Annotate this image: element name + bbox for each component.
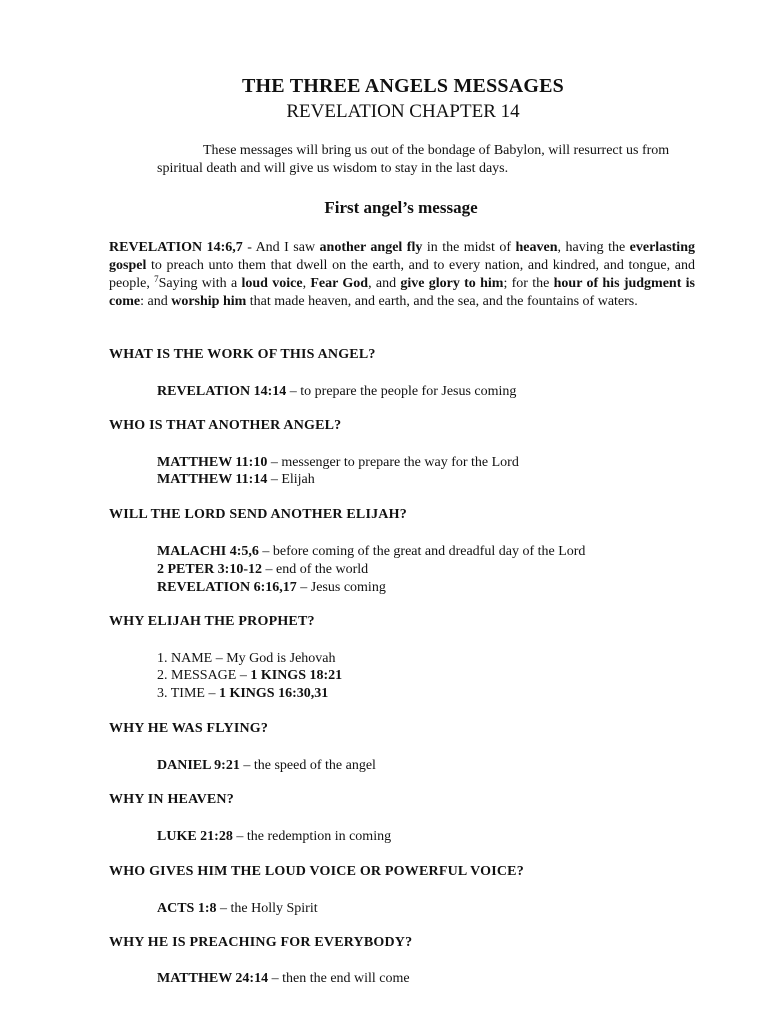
- passage-emphasis: another angel fly: [319, 240, 423, 255]
- answer-text: – Elijah: [267, 472, 315, 487]
- section-title: First angel’s message: [324, 198, 478, 217]
- passage-text: , having the: [557, 240, 630, 255]
- answer-ref: MALACHI 4:5,6: [157, 544, 259, 559]
- passage-emphasis: hour of his judgment is come: [109, 276, 695, 309]
- answer-line: [157, 757, 376, 775]
- passage-ref: REVELATION 14:6,7: [109, 240, 243, 255]
- answer-text: – end of the world: [262, 562, 369, 577]
- answer-line: [157, 579, 386, 597]
- question-heading: WHY HE IS PREACHING FOR EVERYBODY?: [109, 935, 413, 950]
- passage-emphasis: Fear God: [310, 276, 369, 291]
- answer-line: [157, 970, 410, 988]
- passage-emphasis: give glory to him: [400, 276, 504, 291]
- passage-text: ,: [302, 276, 311, 291]
- passage-emphasis: loud voice: [241, 276, 303, 291]
- answer-ref: 1 KINGS 16:30,31: [218, 686, 329, 701]
- answer-text: – the Holly Spirit: [216, 901, 318, 916]
- answer-ref: MATTHEW 24:14: [157, 971, 269, 986]
- passage-text: : and: [140, 294, 172, 309]
- passage-text: ; for the: [503, 276, 554, 291]
- answer-line: [157, 543, 585, 561]
- passage-emphasis: heaven: [515, 240, 558, 255]
- list-item: [157, 685, 328, 703]
- answer-ref: ACTS 1:8: [157, 901, 217, 916]
- passage-text: in the midst of: [422, 240, 516, 255]
- answer-line: [157, 828, 391, 846]
- question-heading: WHY ELIJAH THE PROPHET?: [109, 614, 315, 629]
- list-item-text: 2. MESSAGE –: [157, 668, 251, 683]
- answer-ref: 2 PETER 3:10-12: [157, 562, 262, 577]
- verse-number: 7: [154, 274, 159, 284]
- answer-text: – then the end will come: [268, 971, 410, 986]
- answer-text: – to prepare the people for Jesus coming: [286, 384, 517, 399]
- list-item-text: 3. TIME –: [157, 686, 219, 701]
- answer-ref: MATTHEW 11:14: [157, 472, 268, 487]
- passage-text: to preach unto them that dwell on the earth, and to every nation, and kindred, and tongue, and people,: [109, 258, 695, 291]
- answer-text: – before coming of the great and dreadful day of the Lord: [258, 544, 586, 559]
- answer-ref: 1 KINGS 18:21: [250, 668, 343, 683]
- answer-ref: REVELATION 6:16,17: [157, 580, 297, 595]
- list-item: [157, 650, 336, 668]
- passage-emphasis: everlasting gospel: [109, 240, 695, 273]
- answer-text: – the speed of the angel: [239, 758, 376, 773]
- passage-text: that made heaven, and earth, and the sea, and the fountains of waters.: [246, 294, 638, 309]
- answer-ref: REVELATION 14:14: [157, 384, 287, 399]
- passage-text: , and: [368, 276, 401, 291]
- answer-ref: DANIEL 9:21: [157, 758, 240, 773]
- answer-text: – the redemption in coming: [232, 829, 392, 844]
- document-title: THE THREE ANGELS MESSAGES: [242, 75, 564, 97]
- question-heading: WHO GIVES HIM THE LOUD VOICE OR POWERFUL VOICE?: [109, 864, 524, 879]
- answer-line: [157, 454, 519, 472]
- scripture-passage: [109, 239, 695, 311]
- intro-paragraph: These messages will bring us out of the bondage of Babylon, will resurrect us from spiritual death and will give us wisdom to stay in the last days.: [157, 143, 670, 176]
- question-heading: WHAT IS THE WORK OF THIS ANGEL?: [109, 347, 376, 362]
- passage-emphasis: worship him: [171, 294, 247, 309]
- passage-text: - And I saw: [242, 240, 320, 255]
- question-heading: WHY IN HEAVEN?: [109, 792, 234, 807]
- question-heading: WHY HE WAS FLYING?: [109, 721, 269, 736]
- document-subtitle: REVELATION CHAPTER 14: [286, 101, 520, 122]
- answer-line: [157, 900, 318, 918]
- answer-line: [157, 383, 516, 401]
- answer-line: [157, 471, 315, 489]
- question-heading: WHO IS THAT ANOTHER ANGEL?: [109, 418, 342, 433]
- answer-text: – Jesus coming: [296, 580, 386, 595]
- list-item-text: 1. NAME – My God is Jehovah: [157, 651, 336, 666]
- question-heading: WILL THE LORD SEND ANOTHER ELIJAH?: [109, 507, 407, 522]
- answer-ref: LUKE 21:28: [157, 829, 233, 844]
- answer-line: [157, 561, 368, 579]
- answer-text: – messenger to prepare the way for the Lord: [267, 455, 519, 470]
- answer-ref: MATTHEW 11:10: [157, 455, 268, 470]
- passage-text: Saying with a: [158, 276, 242, 291]
- list-item: [157, 667, 342, 685]
